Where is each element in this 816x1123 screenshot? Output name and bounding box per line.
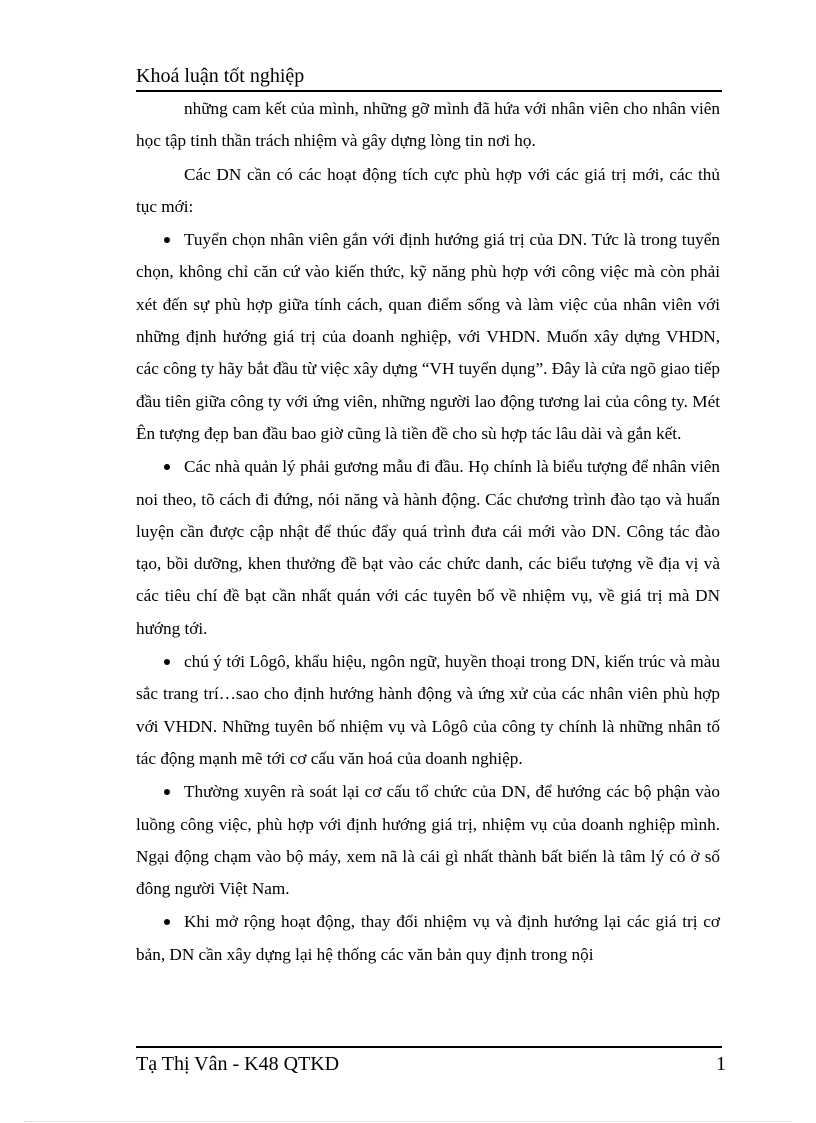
header-title: Khoá luận tốt nghiệp <box>136 65 305 87</box>
body-text <box>136 93 720 972</box>
bullet-icon <box>164 789 170 795</box>
bullet-text: Thường xuyên rà soát lại cơ cấu tổ chức của DN, để hướng các bộ phận vào luồng công việc, phù hợp với định hướng giá trị, nhiệm vụ của doanh nghiệp mình. Ngại động chạm vào bộ máy, xem nã là cái gì nhất thành bất biến là tâm lý có ở số đông người Việt Nam. <box>136 782 720 899</box>
page-bottom-edge <box>24 1121 792 1122</box>
page-number: 1 <box>716 1053 726 1075</box>
footer-author: Tạ Thị Vân - K48 QTKD <box>136 1053 340 1075</box>
paragraph-1: những cam kết của mình, những gỡ mình đã hứa với nhân viên cho nhân viên học tập tinh thần trách nhiệm và gây dựng lòng tin nơi họ. <box>136 99 720 151</box>
bullet-item-4 <box>136 776 720 905</box>
bullet-icon <box>164 919 170 925</box>
bullet-text: Tuyển chọn nhân viên gắn với định hướng giá trị của DN. Tức là trong tuyển chọn, không chỉ căn cứ vào kiến thức, kỹ năng phù hợp với công việc mà còn phải xét đến sự phù hợp giữa tính cách, quan điểm sống và làm việc của nhân viên với những định hướng giá trị của doanh nghiệp, với VHDN. Muốn xây dựng VHDN, các công ty hãy bắt đầu từ việc xây dựng “VH tuyển dụng”. Đây là cửa ngõ giao tiếp đầu tiên giữa công ty với ứng viên, những người lao động tương lai của công ty. Mét Ên tượng đẹp ban đầu bao giờ cũng là tiền đề cho sù hợp tác lâu dài và gắn kết. <box>136 230 720 443</box>
bullet-icon <box>164 659 170 665</box>
bullet-text: Các nhà quản lý phải gương mẫu đi đầu. Họ chính là biểu tượng để nhân viên noi theo, tõ cách đi đứng, nói năng và hành động. Các chương trình đào tạo và huấn luyện cần được cập nhật để thúc đẩy quá trình đưa cái mới vào DN. Công tác đào tạo, bồi dưỡng, khen thưởng đề bạt vào các chức danh, các biểu tượng về địa vị và các tiêu chí đề bạt cần nhất quán với các tuyên bố về nhiệm vụ, về giá trị mà DN hướng tới. <box>136 457 720 638</box>
bullet-text: chú ý tới Lôgô, khẩu hiệu, ngôn ngữ, huyền thoại trong DN, kiến trúc và màu sắc trang trí…sao cho định hướng hành động và ứng xử của các nhân viên phù hợp với VHDN. Những tuyên bố nhiệm vụ và Lôgô của công ty chính là những nhân tố tác động mạnh mẽ tới cơ cấu văn hoá của doanh nghiệp. <box>136 652 720 768</box>
bullet-item-1 <box>136 224 720 450</box>
bullet-item-5 <box>136 906 720 971</box>
header-divider <box>136 90 722 92</box>
bullet-icon <box>164 464 170 470</box>
bullet-text: Khi mở rộng hoạt động, thay đổi nhiệm vụ và định hướng lại các giá trị cơ bản, DN cần xây dựng lại hệ thống các văn bản quy định trong nội <box>136 912 720 964</box>
footer-divider <box>136 1046 722 1048</box>
bullet-icon <box>164 237 170 243</box>
bullet-item-2 <box>136 451 720 645</box>
paragraph-2: Các DN cần có các hoạt động tích cực phù hợp với các giá trị mới, các thủ tục mới: <box>136 164 720 216</box>
bullet-item-3 <box>136 646 720 775</box>
